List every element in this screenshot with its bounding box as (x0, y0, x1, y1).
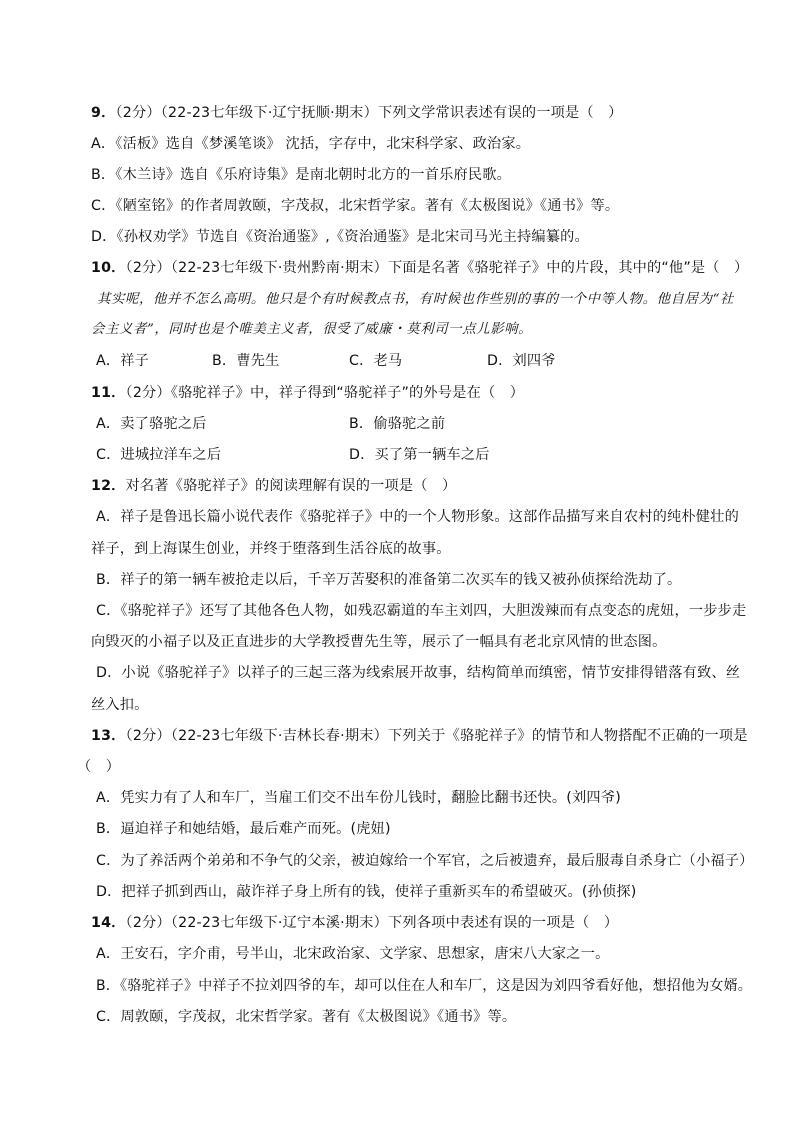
question-12-stem (91, 477, 456, 495)
question-13-option-c: C．为了养活两个弟弟和不争气的父亲，被迫嫁给一个军官，之后被遗弃，最后服毒自杀身亡（小福子） (96, 853, 754, 869)
question-9-text: （2分）（22-23七年级下·辽宁抚顺·期末）下列文学常识表述有误的一项是（ ） (115, 105, 623, 121)
question-10-option-a: A．祥子 (96, 353, 150, 369)
question-10-option-b: B．曹先生 (212, 353, 280, 369)
question-11-stem (91, 384, 524, 402)
question-13-option-d: D．把祥子抓到西山，敲诈祥子身上所有的钱，使祥子重新买车的希望破灭。(孙侦探) (96, 884, 637, 900)
question-13-stem (91, 727, 748, 745)
question-13-option-a: A．凭实力有了人和车厂，当雇工们交不出车份儿钱时，翻脸比翻书还快。(刘四爷) (96, 790, 621, 806)
question-12-text: 对名著《骆驼祥子》的阅读理解有误的一项是（ ） (125, 478, 457, 494)
question-10-option-c: C．老马 (349, 353, 403, 369)
question-10-passage-line-1: 其实呢，他并不怎么高明。他只是个有时候教点书，有时候也作些别的事的一个中等人物。他自居为“社 (97, 292, 735, 307)
question-9-number: 9． (91, 105, 116, 121)
question-9-stem (91, 104, 623, 122)
question-12-option-d-line-1: D．小说《骆驼祥子》以祥子的三起三落为线索展开故事，结构简单而缜密，情节安排得错落有致、丝 (96, 665, 741, 681)
question-13-stem-paren: （ ） (77, 759, 121, 775)
question-10-number: 10． (91, 260, 126, 276)
question-9-option-b: B．《木兰诗》选自《乐府诗集》是南北朝时北方的一首乐府民歌。 (91, 167, 512, 183)
question-10-stem (91, 259, 748, 277)
question-13-option-b: B．逼迫祥子和她结婚，最后难产而死。(虎妞) (96, 821, 391, 837)
question-11-option-a: A．卖了骆驼之后 (96, 416, 207, 432)
question-10-passage-line-2: 会主义者”，同时也是个唯美主义者，很受了威廉・莫利司一点儿影响。 (91, 322, 533, 337)
question-14-number: 14． (91, 915, 126, 931)
question-12-option-c-line-2: 向毁灭的小福子以及正直进步的大学教授曹先生等，展示了一幅具有老北京风情的世态图。 (91, 634, 667, 650)
question-10-text: （2分）（22-23七年级下·贵州黔南·期末）下面是名著《骆驼祥子》中的片段，其中的“他”是（ ） (125, 260, 749, 276)
question-11-option-d: D．买了第一辆车之后 (349, 447, 490, 463)
question-12-option-a-line-1: A．祥子是鲁迅长篇小说代表作《骆驼祥子》中的一个人物形象。这部作品描写来自农村的纯朴健壮的 (96, 509, 739, 525)
question-9-option-a: A．《活板》选自《梦溪笔谈》 沈括，字存中，北宋科学家、政治家。 (91, 136, 531, 152)
question-11-option-c: C．进城拉洋车之后 (96, 447, 222, 463)
question-14-option-a: A．王安石，字介甫，号半山，北宋政治家、文学家、思想家，唐宋八大家之一。 (96, 946, 610, 962)
question-10-option-d: D．刘四爷 (487, 353, 556, 369)
question-11-number: 11． (91, 385, 126, 401)
question-11-text: （2分）《骆驼祥子》中，祥子得到“骆驼祥子”的外号是在（ ） (125, 385, 525, 401)
question-9-option-c: C．《陋室铭》的作者周敦颐，字茂叔，北宋哲学家。著有《太极图说》《通书》等。 (91, 198, 620, 214)
question-14-option-b: B．《骆驼祥子》中祥子不拉刘四爷的车，却可以住在人和车厂，这是因为刘四爷看好他，想招他为女婿。 (96, 978, 753, 994)
question-14-text: （2分）（22-23七年级下·辽宁本溪·期末）下列各项中表述有误的一项是（ ） (125, 915, 619, 931)
question-12-number: 12． (91, 478, 126, 494)
question-14-option-c: C．周敦颐，字茂叔，北宋哲学家。著有《太极图说》《通书》等。 (96, 1009, 517, 1025)
question-12-option-c-line-1: C．《骆驼祥子》还写了其他各色人物，如残忍霸道的车主刘四，大胆泼辣而有点变态的虎妞，一步步走 (96, 603, 747, 619)
question-12-option-b: B．祥子的第一辆车被抢走以后，千辛万苦娶积的准备第二次买车的钱又被孙侦探给洗劫了。 (96, 572, 682, 588)
question-11-option-b: B．偷骆驼之前 (349, 416, 446, 432)
question-13-number: 13． (91, 728, 126, 744)
question-12-option-d-line-2: 丝入扣。 (91, 697, 149, 713)
question-13-text: （2分）（22-23七年级下·吉林长春·期末）下列关于《骆驼祥子》的情节和人物搭配不正确的一项是 (125, 728, 748, 744)
question-12-option-a-line-2: 祥子，到上海谋生创业，并终于堕落到生活谷底的故事。 (91, 541, 451, 557)
question-9-option-d: D．《孙权劝学》节选自《资治通鉴》,《资治通鉴》是北宋司马光主持编纂的。 (91, 229, 589, 245)
question-14-stem (91, 914, 618, 932)
